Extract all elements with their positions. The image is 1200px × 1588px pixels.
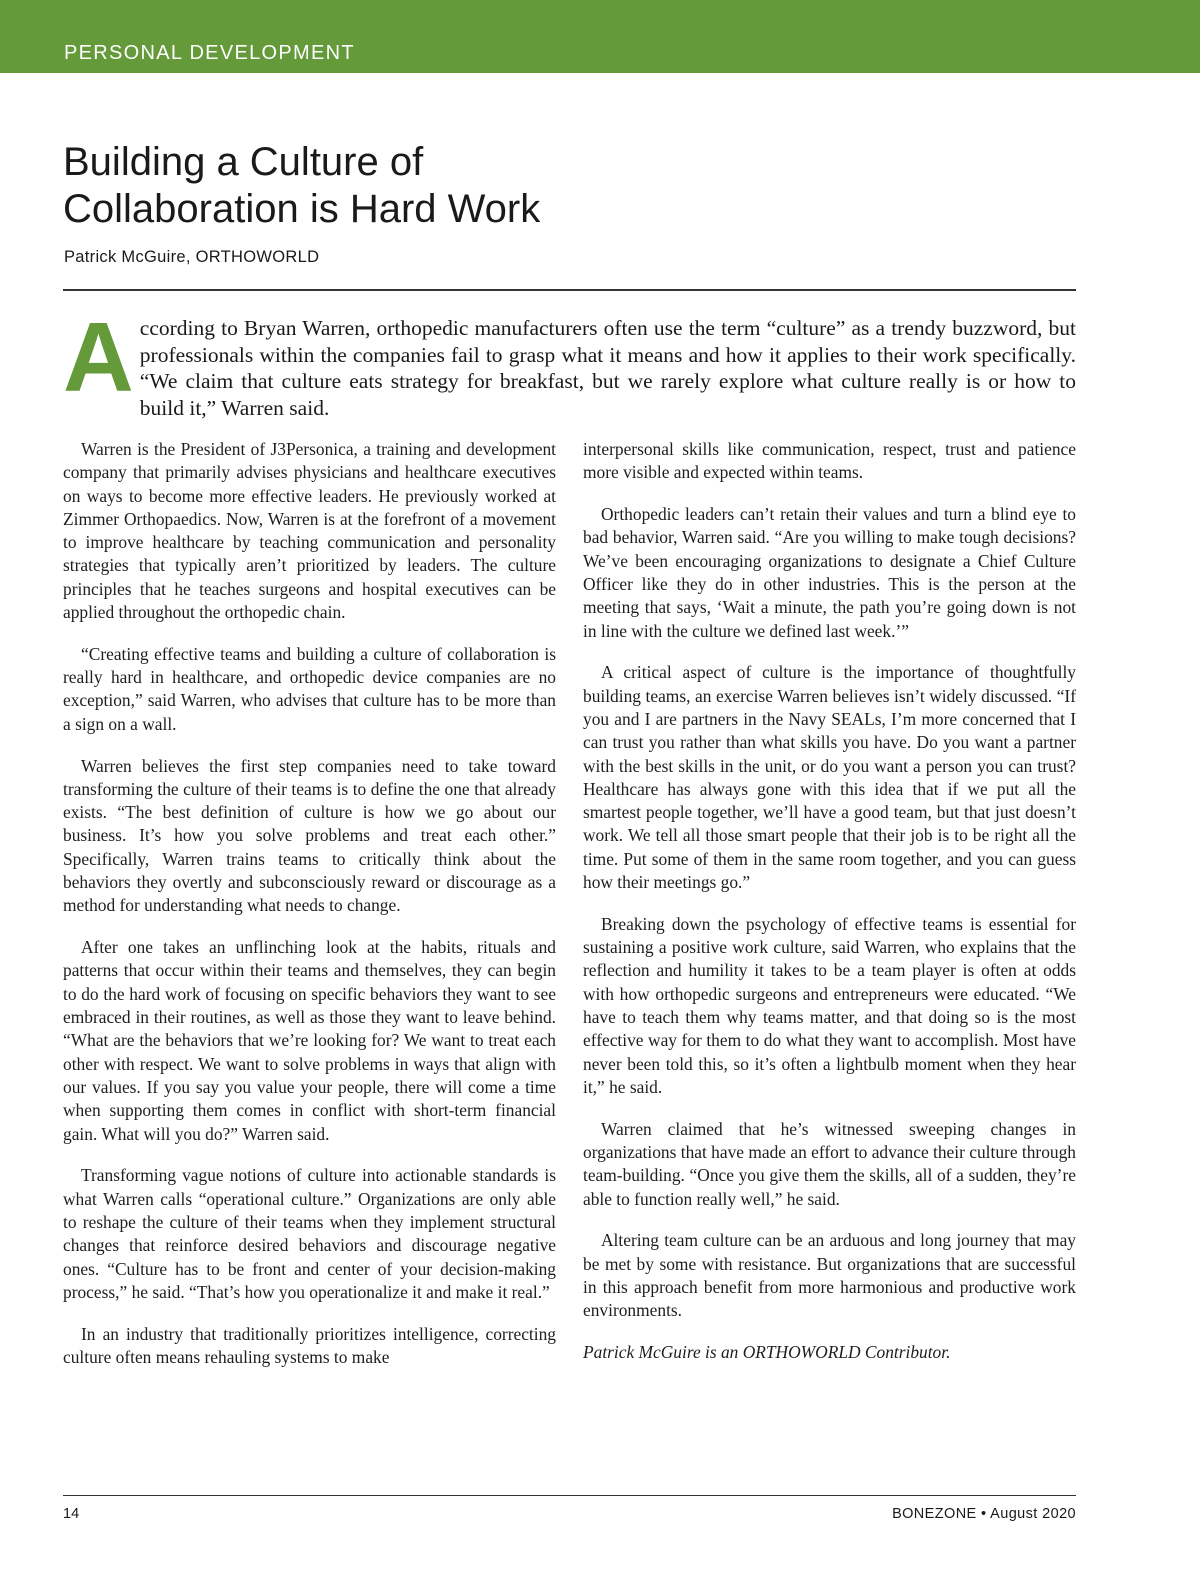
article-title	[63, 139, 1063, 233]
section-label: PERSONAL DEVELOPMENT	[64, 42, 355, 64]
body-paragraph: Transforming vague notions of culture into actionable standards is what Warren calls “operational culture.” Organizations are only able to reshape the culture of their teams when they implement structural changes that reinforce desired behaviors and discourage negative ones. “Culture has to be front and center of your decision-making process,” he said. “That’s how you operationalize it and make it real.”	[63, 1165, 556, 1302]
top-divider	[63, 289, 1076, 291]
page-number: 14	[63, 1506, 80, 1522]
lede-paragraph	[63, 302, 1076, 421]
body-paragraph: Warren claimed that he’s witnessed sweeping changes in organizations that have made an effort to advance their culture through team-building. “Once you give them the skills, all of a sudden, they’re able to function really well,” he said.	[583, 1118, 1076, 1209]
body-paragraph: After one takes an unflinching look at the habits, rituals and patterns that occur within their teams and themselves, they can begin to do the hard work of focusing on specific behaviors they want to see embraced in their routines, as well as those they want to leave behind. “What are the behaviors that we’re looking for? We want to treat each other with respect. We want to solve problems in ways that align with our values. If you say you value your people, there will come a time when supporting them comes in conflict with short-term financial gain. What will you do?” Warren said.	[63, 937, 556, 1144]
right-column	[583, 438, 1076, 1383]
left-column	[63, 438, 556, 1388]
drop-cap: A	[63, 302, 134, 412]
body-paragraph: Breaking down the psychology of effective teams is essential for sustaining a positive work culture, said Warren, who explains that the reflection and humility it takes to be a team player is often at odds with how orthopedic surgeons and entrepreneurs were educated. “We have to teach them why teams matter, and that doing so is the most effective way for them to do what they want to accomplish. Most have never been told this, so it’s often a lightbulb moment when they hear it,” he said.	[583, 913, 1076, 1097]
body-paragraph: Orthopedic leaders can’t retain their values and turn a blind eye to bad behavior, Warren said. “Are you willing to make tough decisions? We’ve been encouraging organizations to designate a Chief Culture Officer like they do in other industries. This is the person at the meeting that says, ‘Wait a minute, the path you’re going down is not in line with the culture we defined last week.’”	[583, 504, 1076, 641]
title-line-1: Building a Culture of	[63, 140, 424, 184]
body-paragraph: A critical aspect of culture is the importance of thoughtfully building teams, an exercise Warren believes isn’t widely discussed. “If you and I are partners in the Navy SEALs, I’m more concerned that I can trust you rather than what skills you have. Do you want a partner with the best skills in the unit, or do you want a person you can trust? Healthcare has always gone with this idea that if we put all the smartest people together, we’ll have a good team, but that just doesn’t work. We tell all those smart people that their job is to be right all the time. Put some of them in the same room together, and you can guess how their meetings go.”	[583, 662, 1076, 893]
author-credit: Patrick McGuire is an ORTHOWORLD Contributor.	[583, 1342, 951, 1363]
lede-text: ccording to Bryan Warren, orthopedic manufacturers often use the term “culture” as a trendy buzzword, but professionals within the companies fail to grasp what it means and how it applies to their work specifically. “We claim that culture eats strategy for breakfast, but we rarely explore what culture really is or how to build it,” Warren said.	[139, 316, 1076, 420]
title-line-2: Collaboration is Hard Work	[63, 187, 541, 231]
body-paragraph: Warren believes the first step companies need to take toward transforming the culture of their teams is to define the one that already exists. “The best definition of culture is how we go about our business. It’s how you solve problems and treat each other.” Specifically, Warren trains teams to critically think about the behaviors they overtly and subconsciously reward or discourage as a method for understanding what needs to change.	[63, 755, 556, 916]
body-paragraph: “Creating effective teams and building a culture of collaboration is really hard in healthcare, and orthopedic device companies are no exception,” said Warren, who advises that culture has to be more than a sign on a wall.	[63, 643, 556, 734]
publication-footer: BONEZONE • August 2020	[892, 1506, 1076, 1522]
body-paragraph: Warren is the President of J3Personica, a training and development company that primarily advises physicians and healthcare executives on ways to become more effective leaders. He previously worked at Zimmer Orthopaedics. Now, Warren is at the forefront of a movement to improve healthcare by teaching communication and personality strategies that typically aren’t prioritized by leaders. The culture principles that he teaches surgeons and hospital executives can be applied throughout the orthopedic chain.	[63, 439, 556, 623]
byline: Patrick McGuire, ORTHOWORLD	[64, 248, 320, 266]
body-paragraph: In an industry that traditionally prioritizes intelligence, correcting culture often means rehauling systems to make	[63, 1323, 556, 1367]
body-paragraph: Altering team culture can be an arduous and long journey that may be met by some with resistance. But organizations that are successful in this approach benefit from more harmonious and productive work environments.	[583, 1230, 1076, 1321]
bottom-divider	[63, 1495, 1076, 1496]
body-paragraph: interpersonal skills like communication, respect, trust and patience more visible and expected within teams.	[583, 439, 1076, 483]
